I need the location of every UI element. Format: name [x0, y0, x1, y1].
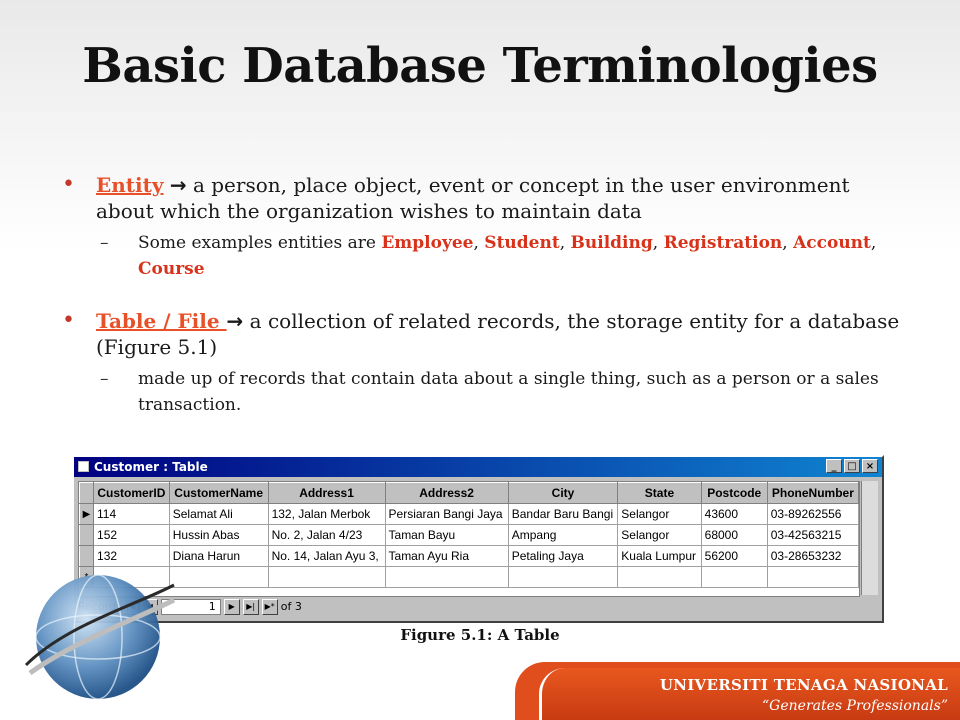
- table-cell[interactable]: No. 14, Jalan Ayu 3,: [268, 546, 385, 567]
- table-cell[interactable]: Persiaran Bangi Jaya: [385, 504, 508, 525]
- table-cell[interactable]: Bandar Baru Bangi: [508, 504, 618, 525]
- example-account: Account: [793, 233, 871, 253]
- slide-title: Basic Database Terminologies: [82, 38, 878, 94]
- table-cell[interactable]: 03-89262556: [767, 504, 858, 525]
- col-address2[interactable]: Address2: [385, 483, 508, 504]
- table-cell[interactable]: No. 2, Jalan 4/23: [268, 525, 385, 546]
- table-cell[interactable]: 132, Jalan Merbok: [268, 504, 385, 525]
- col-phonenumber[interactable]: PhoneNumber: [767, 483, 858, 504]
- next-record-icon[interactable]: ▶: [224, 599, 240, 615]
- table-cell[interactable]: 132: [94, 546, 170, 567]
- table-cell[interactable]: 68000: [701, 525, 767, 546]
- record-count: of 3: [280, 600, 302, 613]
- example-registration: Registration: [663, 233, 783, 253]
- col-customerid[interactable]: CustomerID: [94, 483, 170, 504]
- maximize-button[interactable]: □: [844, 459, 860, 473]
- example-building: Building: [570, 233, 653, 253]
- table-row: [80, 525, 859, 546]
- table-icon: [78, 461, 89, 472]
- table-cell[interactable]: Taman Bayu: [385, 525, 508, 546]
- sub-bullet-entity-examples: – Some examples entities are Employee, Student, Building, Registration, Account, Course: [100, 233, 877, 279]
- table-cell[interactable]: 03-28653232: [767, 546, 858, 567]
- table-cell[interactable]: 152: [94, 525, 170, 546]
- figure-caption: Figure 5.1: A Table: [400, 626, 560, 644]
- table-cell[interactable]: Taman Ayu Ria: [385, 546, 508, 567]
- col-state[interactable]: State: [618, 483, 701, 504]
- window-title: Customer : Table: [94, 460, 208, 474]
- table-cell[interactable]: Ampang: [508, 525, 618, 546]
- last-record-icon[interactable]: ▶|: [243, 599, 259, 615]
- col-city[interactable]: City: [508, 483, 618, 504]
- table-cell[interactable]: 114: [94, 504, 170, 525]
- bullet-dot: •: [62, 308, 75, 333]
- table-row: [80, 546, 859, 567]
- globe-logo: [16, 545, 176, 720]
- example-course: Course: [138, 259, 205, 279]
- footer-banner: [515, 662, 960, 720]
- datasheet-grid: [78, 481, 860, 597]
- close-button[interactable]: ×: [862, 459, 878, 473]
- table-cell[interactable]: 43600: [701, 504, 767, 525]
- vertical-scrollbar[interactable]: [861, 481, 878, 595]
- table-cell[interactable]: Kuala Lumpur: [618, 546, 701, 567]
- customer-table-window: [72, 455, 884, 623]
- col-postcode[interactable]: Postcode: [701, 483, 767, 504]
- bullet-dot: •: [62, 172, 75, 197]
- window-titlebar[interactable]: [74, 457, 882, 477]
- arrow-icon: →: [169, 173, 187, 197]
- table-cell[interactable]: Selamat Ali: [169, 504, 268, 525]
- record-navigator: [78, 597, 878, 617]
- table-row: [80, 504, 859, 525]
- university-tagline: “Generates Professionals”: [762, 698, 948, 714]
- bullet-table-file: [60, 308, 910, 360]
- minimize-button[interactable]: _: [826, 459, 842, 473]
- entity-definition: a person, place object, event or concept in the user environment about which the organization wishes to maintain data: [96, 173, 850, 223]
- term-entity: Entity: [96, 173, 164, 197]
- record-number-input[interactable]: 1: [161, 599, 221, 615]
- table-cell[interactable]: Selangor: [618, 525, 701, 546]
- examples-prefix: Some examples entities are: [138, 233, 382, 253]
- table-sub-text: made up of records that contain data about a single thing, such as a person or a sales transaction.: [138, 369, 879, 415]
- sub-bullet-table: – made up of records that contain data about a single thing, such as a person or a sales transaction.: [100, 369, 879, 415]
- example-employee: Employee: [381, 233, 474, 253]
- table-cell[interactable]: 56200: [701, 546, 767, 567]
- new-record-row: [80, 567, 859, 588]
- table-cell[interactable]: Selangor: [618, 504, 701, 525]
- col-address1[interactable]: Address1: [268, 483, 385, 504]
- table-cell[interactable]: 03-42563215: [767, 525, 858, 546]
- table-definition: a collection of related records, the storage entity for a database (Figure 5.1): [96, 309, 900, 359]
- table-cell[interactable]: Hussin Abas: [169, 525, 268, 546]
- col-customername[interactable]: CustomerName: [169, 483, 268, 504]
- table-cell[interactable]: Petaling Jaya: [508, 546, 618, 567]
- bullet-list: [60, 172, 910, 418]
- bullet-entity: [60, 172, 910, 224]
- customer-table: [79, 482, 859, 588]
- row-selector-header: [80, 483, 94, 504]
- current-row-indicator[interactable]: ▶: [80, 504, 94, 525]
- table-cell[interactable]: Diana Harun: [169, 546, 268, 567]
- university-name: UNIVERSITI TENAGA NASIONAL: [659, 676, 948, 694]
- arrow-icon: →: [226, 309, 244, 333]
- term-table-file: Table / File: [96, 309, 227, 333]
- new-record-icon[interactable]: ▶*: [262, 599, 278, 615]
- example-student: Student: [484, 233, 560, 253]
- table-header-row: [80, 483, 859, 504]
- row-selector[interactable]: [80, 525, 94, 546]
